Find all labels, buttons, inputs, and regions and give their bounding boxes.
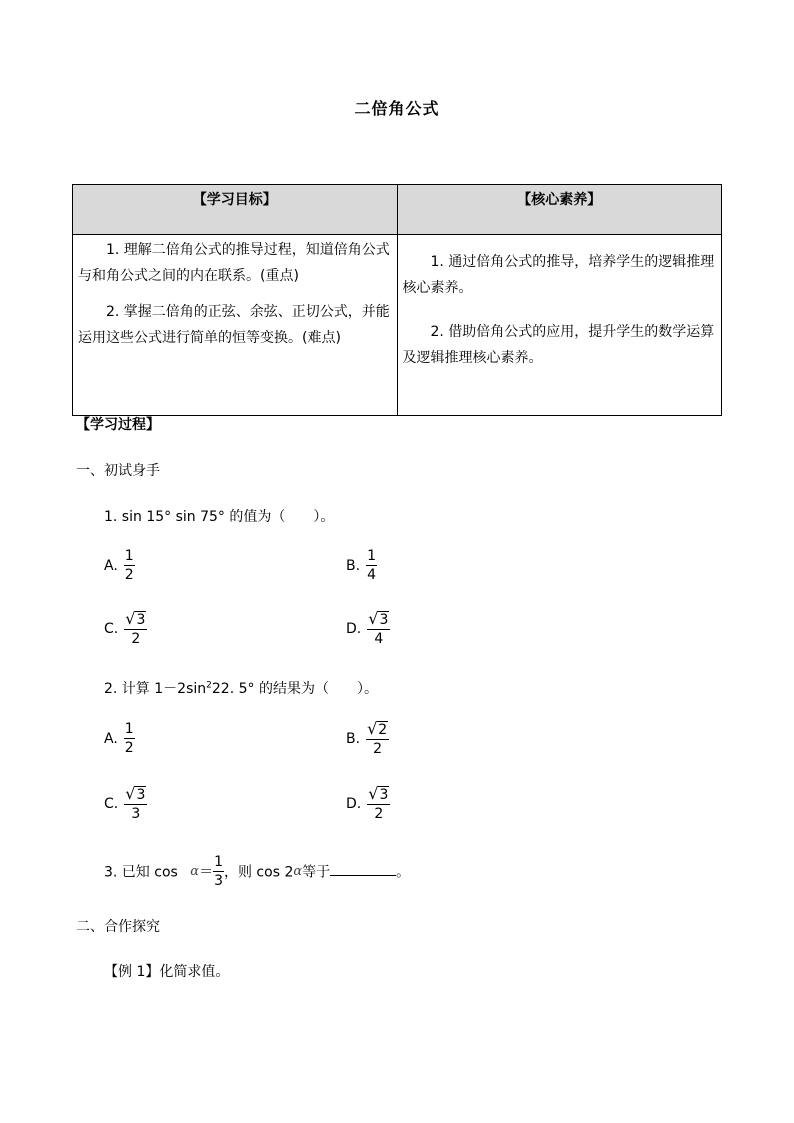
question-3-stem: 3. 已知 cos α＝ $\frac{1}{3}$ ，则 cos 2α等于 。 <box>104 854 411 889</box>
fraction: $\frac{√3}{2}$ <box>125 609 146 647</box>
square-root: √3 <box>125 784 146 803</box>
goals-table <box>72 184 722 416</box>
square-root: √3 <box>368 784 389 803</box>
square-root: √3 <box>125 609 146 628</box>
fraction: $\frac{1}{2}$ <box>124 721 134 756</box>
learning-goal-item: 2. 掌握二倍角的正弦、余弦、正切公式，并能运用这些公式进行简单的恒等变换。(难点) <box>78 304 390 346</box>
q1-option-c <box>104 610 147 648</box>
square-root: √2 <box>367 719 388 738</box>
page-title: 二倍角公式 <box>354 99 440 118</box>
option-label: A. <box>104 557 118 574</box>
q1-option-a <box>104 547 135 584</box>
goals-header-learning: 【学习目标】 <box>73 185 398 235</box>
option-label: C. <box>104 621 119 637</box>
fraction: $\frac{1}{4}$ <box>367 548 376 583</box>
example-1-heading: 【例 1】化简求值。 <box>104 964 230 980</box>
option-label: C. <box>104 796 119 812</box>
option-label: B. <box>346 557 361 574</box>
question-2-stem: 2. 计算 $1-2\sin^222$. 5° 的结果为（ ）。 <box>104 680 378 697</box>
process-heading: 【学习过程】 <box>76 417 160 433</box>
goals-header-literacy: 【核心素养】 <box>397 185 722 235</box>
fraction: $\frac{√3}{4}$ <box>368 609 389 647</box>
q2-option-a <box>104 720 135 757</box>
literacy-item: 1. 通过倍角公式的推导，培养学生的逻辑推理核心素养。 <box>402 254 715 296</box>
answer-blank[interactable] <box>330 863 396 876</box>
q2-option-c <box>104 785 147 823</box>
learning-goals-cell <box>73 235 398 416</box>
fraction: $\frac{√3}{3}$ <box>125 784 146 822</box>
fraction: $\frac{√3}{2}$ <box>368 784 389 822</box>
core-literacy-cell <box>397 235 722 416</box>
option-label: D. <box>346 796 362 812</box>
option-label: A. <box>104 730 118 747</box>
fraction: $\frac{1}{3}$ <box>214 854 223 889</box>
section-heading-1: 一、初试身手 <box>76 463 160 479</box>
option-label: B. <box>346 731 361 747</box>
q1-option-d <box>346 610 390 648</box>
q2-option-b <box>346 720 389 758</box>
question-1-stem: 1. sin 15° sin 75° 的值为（ ）。 <box>104 509 335 525</box>
square-root: √3 <box>368 609 389 628</box>
option-label: D. <box>346 621 362 637</box>
fraction: $\frac{√2}{2}$ <box>367 719 388 757</box>
q2-option-d <box>346 785 390 823</box>
fraction: $\frac{1}{2}$ <box>124 548 134 583</box>
q1-option-b <box>346 547 377 584</box>
section-heading-2: 二、合作探究 <box>76 919 160 935</box>
learning-goal-item: 1. 理解二倍角公式的推导过程，知道倍角公式与和角公式之间的内在联系。(重点) <box>78 242 390 284</box>
literacy-item: 2. 借助倍角公式的应用，提升学生的数学运算及逻辑推理核心素养。 <box>402 324 715 366</box>
